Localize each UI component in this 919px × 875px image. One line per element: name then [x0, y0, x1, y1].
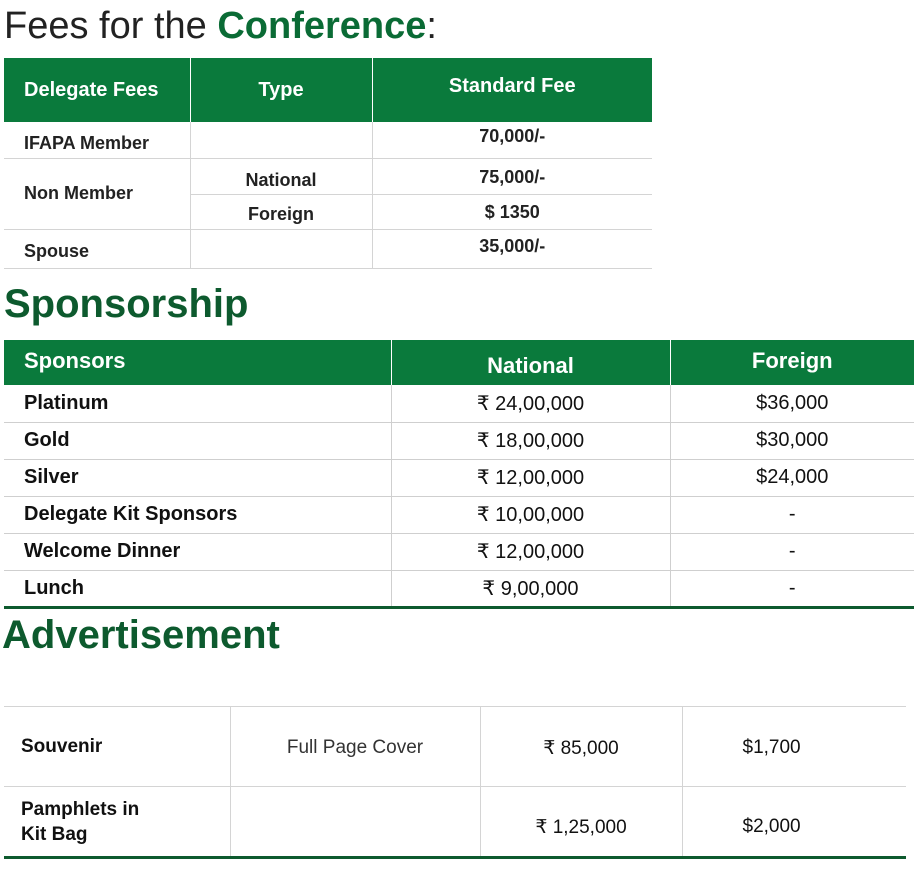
fee-amount: 35,000/-: [372, 229, 652, 268]
conference-fees-table: [4, 58, 652, 269]
fees-heading-prefix: Fees for the: [4, 5, 218, 47]
sponsor-name: Delegate Kit Sponsors: [4, 496, 391, 533]
sponsor-national: ₹ 18,00,000: [391, 422, 670, 459]
sponsor-foreign: $36,000: [670, 385, 914, 422]
fee-amount: $ 1350: [372, 194, 652, 229]
table-row: [4, 385, 914, 422]
fee-category: IFAPA Member: [4, 122, 190, 158]
sponsor-name: Silver: [4, 459, 391, 496]
table-header-row: [4, 340, 914, 385]
fees-heading-highlight: Conference: [217, 5, 427, 47]
table-header-row: [4, 58, 652, 122]
ad-foreign: $1,700: [682, 707, 906, 787]
header-type: Type: [190, 58, 372, 122]
table-row: [4, 707, 906, 787]
ad-national: ₹ 85,000: [480, 707, 682, 787]
ad-item: Souvenir: [4, 707, 230, 787]
table-row: [4, 787, 906, 858]
fee-type: [190, 122, 372, 158]
fee-category: Spouse: [4, 229, 190, 268]
fee-category: Non Member: [4, 158, 190, 229]
header-foreign: Foreign: [670, 340, 914, 385]
sponsor-national: ₹ 24,00,000: [391, 385, 670, 422]
table-row: [4, 158, 652, 194]
table-row: [4, 422, 914, 459]
sponsor-foreign: -: [670, 533, 914, 570]
sponsor-foreign: -: [670, 570, 914, 607]
ad-detail: Full Page Cover: [230, 707, 480, 787]
sponsor-foreign: $24,000: [670, 459, 914, 496]
fee-amount: 70,000/-: [372, 122, 652, 158]
ad-foreign: $2,000: [682, 787, 906, 858]
table-row: [4, 533, 914, 570]
sponsor-name: Lunch: [4, 570, 391, 607]
table-row: [4, 229, 652, 268]
sponsorship-table: [4, 340, 914, 609]
advertisement-heading: Advertisement: [2, 613, 280, 657]
table-row: [4, 496, 914, 533]
ad-national: ₹ 1,25,000: [480, 787, 682, 858]
fee-type: Foreign: [190, 194, 372, 229]
table-row: [4, 122, 652, 158]
header-standard-fee: Standard Fee: [372, 58, 652, 122]
ad-item-line1: Pamphlets in: [21, 799, 140, 820]
table-row: [4, 459, 914, 496]
sponsor-name: Platinum: [4, 385, 391, 422]
fee-type: [190, 229, 372, 268]
header-sponsors: Sponsors: [4, 340, 391, 385]
sponsor-name: Gold: [4, 422, 391, 459]
fee-type: National: [190, 158, 372, 194]
sponsor-national: ₹ 10,00,000: [391, 496, 670, 533]
sponsor-national: ₹ 12,00,000: [391, 459, 670, 496]
ad-item: [4, 787, 230, 858]
ad-item-line2: Kit Bag: [21, 824, 88, 845]
fees-heading-suffix: :: [426, 5, 437, 47]
sponsor-foreign: -: [670, 496, 914, 533]
header-national: National: [391, 340, 670, 385]
sponsorship-heading: Sponsorship: [4, 282, 249, 326]
sponsor-national: ₹ 9,00,000: [391, 570, 670, 607]
ad-detail: [230, 787, 480, 858]
header-delegate-fees: Delegate Fees: [4, 58, 190, 122]
sponsor-national: ₹ 12,00,000: [391, 533, 670, 570]
fees-heading: [4, 2, 437, 50]
sponsor-name: Welcome Dinner: [4, 533, 391, 570]
advertisement-table: [4, 706, 906, 859]
sponsor-foreign: $30,000: [670, 422, 914, 459]
fee-amount: 75,000/-: [372, 158, 652, 194]
table-row: [4, 570, 914, 607]
